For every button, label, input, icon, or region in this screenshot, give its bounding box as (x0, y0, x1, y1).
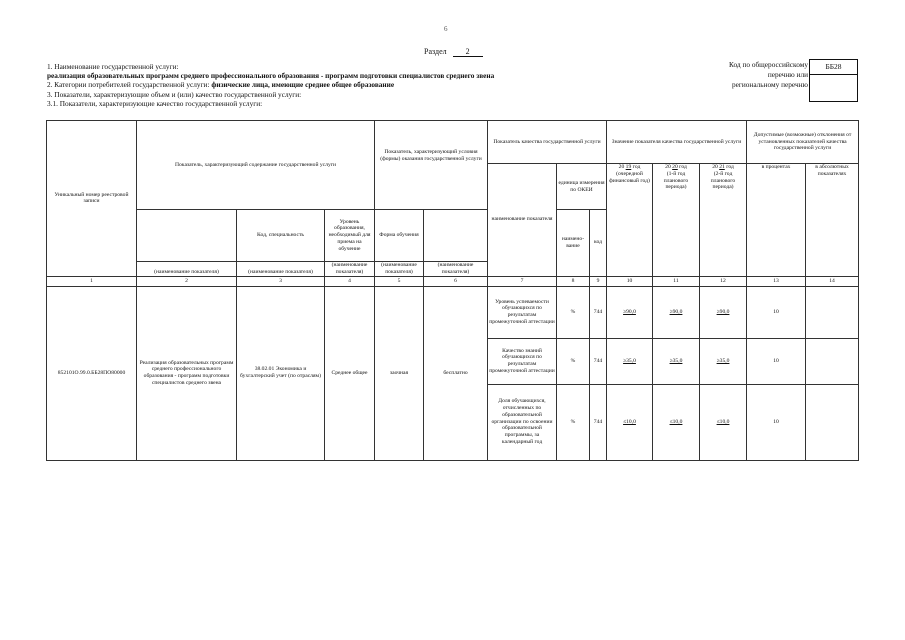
indicator-abs (806, 338, 859, 384)
header-pct: в процентах (747, 164, 806, 277)
header-blank-1 (137, 210, 237, 262)
ind-name-5: (наименование показателя) (375, 262, 424, 277)
indicator-value-1: ≤10,0 (607, 384, 653, 460)
col-num-10: 10 (607, 276, 653, 286)
indicator-value-2: ≥35,0 (653, 338, 700, 384)
col-num-9: 9 (590, 276, 607, 286)
row-specialty: 38.02.01 Экономика и бухгалтерский учет (по отраслям) (237, 286, 325, 460)
header-deviation: Допустимые (возможные) отклонения от установленных показателей качества государственной услуги (747, 121, 859, 164)
header-values: Значение показателя качества государственной услуги (607, 121, 747, 164)
page-number: 6 (444, 25, 448, 33)
consumer-category: 2. Категории потребителей государственной услуги: физические лица, имеющие среднее общее образование (47, 80, 395, 89)
header-unit: единица измерения по ОКЕИ (557, 164, 607, 210)
table-row (47, 286, 859, 338)
indicator-code: 744 (590, 384, 607, 460)
header-quality: Показатель качества государственной услуги (488, 121, 607, 164)
header-conditions: Показатель, характеризующий условия (формы) оказания государственной услуги (375, 121, 488, 210)
registry-code-value: ББ28 (810, 60, 857, 75)
row-form: заочная (375, 286, 424, 460)
quality-indicators-table (46, 120, 859, 461)
row-level: Среднее общее (325, 286, 375, 460)
col-num-6: 6 (424, 276, 488, 286)
service-name-label: 1. Наименование государственной услуги: (47, 62, 179, 71)
indicator-unit: % (557, 384, 590, 460)
header-level: Уровень образования, необходимый для приема на обучение (325, 210, 375, 262)
section-label-text: Раздел (424, 47, 447, 56)
indicator-value-3: ≥35,0 (700, 338, 747, 384)
header-unit-code: код (590, 210, 607, 277)
col-num-13: 13 (747, 276, 806, 286)
col-num-2: 2 (137, 276, 237, 286)
indicator-name: Уровень успеваемости обучающихся по результатам промежуточной аттестации (488, 286, 557, 338)
indicator-value-1: ≥90,0 (607, 286, 653, 338)
indicator-name: Доля обучающихся, отчисленных по образовательной организации по освоении образовательной программы, за календарный год (488, 384, 557, 460)
header-registry: Уникальный номер реестровой записи (47, 121, 137, 277)
indicator-name: Качество знаний обучающихся по результатам промежуточной аттестации (488, 338, 557, 384)
registry-code-box (809, 59, 858, 102)
indicator-value-1: ≥35,0 (607, 338, 653, 384)
header-year-1: 20 19 год (очередной финансовый год) (607, 164, 653, 277)
header-indicator-name: наименование показателя (488, 164, 557, 277)
col-num-4: 4 (325, 276, 375, 286)
indicator-pct: 10 (747, 384, 806, 460)
col-num-3: 3 (237, 276, 325, 286)
ind-name-4: (наименование показателя) (325, 262, 375, 277)
indicator-unit: % (557, 338, 590, 384)
col-num-1: 1 (47, 276, 137, 286)
header-unit-name: наимено-вание (557, 210, 590, 277)
header-specialty: Код, специальность (237, 210, 325, 262)
indicators-heading: 3. Показатели, характеризующие объем и (или) качество государственной услуги: (47, 90, 302, 99)
header-year-2: 20 20 год (1-й год планового периода) (653, 164, 700, 277)
col-num-8: 8 (557, 276, 590, 286)
row-extra: бесплатно (424, 286, 488, 460)
indicator-pct: 10 (747, 338, 806, 384)
indicator-pct: 10 (747, 286, 806, 338)
header-blank-2 (424, 210, 488, 262)
ind-name-6: (наименование показателя) (424, 262, 488, 277)
row-registry: 852101О.99.0.ББ28ПО80000 (47, 286, 137, 460)
header-content: Показатель, характеризующий содержание государственной услуги (137, 121, 375, 210)
col-num-14: 14 (806, 276, 859, 286)
section-number: 2 (453, 47, 483, 57)
col-num-11: 11 (653, 276, 700, 286)
indicator-code: 744 (590, 338, 607, 384)
quality-indicators-heading: 3.1. Показатели, характеризующие качество государственной услуги: (47, 99, 263, 108)
service-name-value: реализация образовательных программ среднего профессионального образования - программ подготовки специалистов среднего звена (47, 71, 495, 80)
ind-name-2: (наименование показателя) (137, 262, 237, 277)
indicator-abs (806, 286, 859, 338)
header-year-3: 20 21 год (2-й год планового периода) (700, 164, 747, 277)
indicator-value-2: ≥90,0 (653, 286, 700, 338)
row-program: Реализация образовательных программ среднего профессионального образования - программ подготовки специалистов среднего звена (137, 286, 237, 460)
indicator-code: 744 (590, 286, 607, 338)
header-form: Форма обучения (375, 210, 424, 262)
section-label (424, 47, 483, 57)
col-num-12: 12 (700, 276, 747, 286)
indicator-value-3: ≤10,0 (700, 384, 747, 460)
code-labels: Код по общероссийскому перечню или региональному перечню (728, 60, 808, 89)
col-num-5: 5 (375, 276, 424, 286)
col-num-7: 7 (488, 276, 557, 286)
indicator-value-3: ≥90,0 (700, 286, 747, 338)
indicator-abs (806, 384, 859, 460)
column-number-row (47, 276, 859, 286)
indicator-value-2: ≤10,0 (653, 384, 700, 460)
header-abs: в абсолютных показателях (806, 164, 859, 277)
ind-name-3: (наименование показателя) (237, 262, 325, 277)
indicator-unit: % (557, 286, 590, 338)
